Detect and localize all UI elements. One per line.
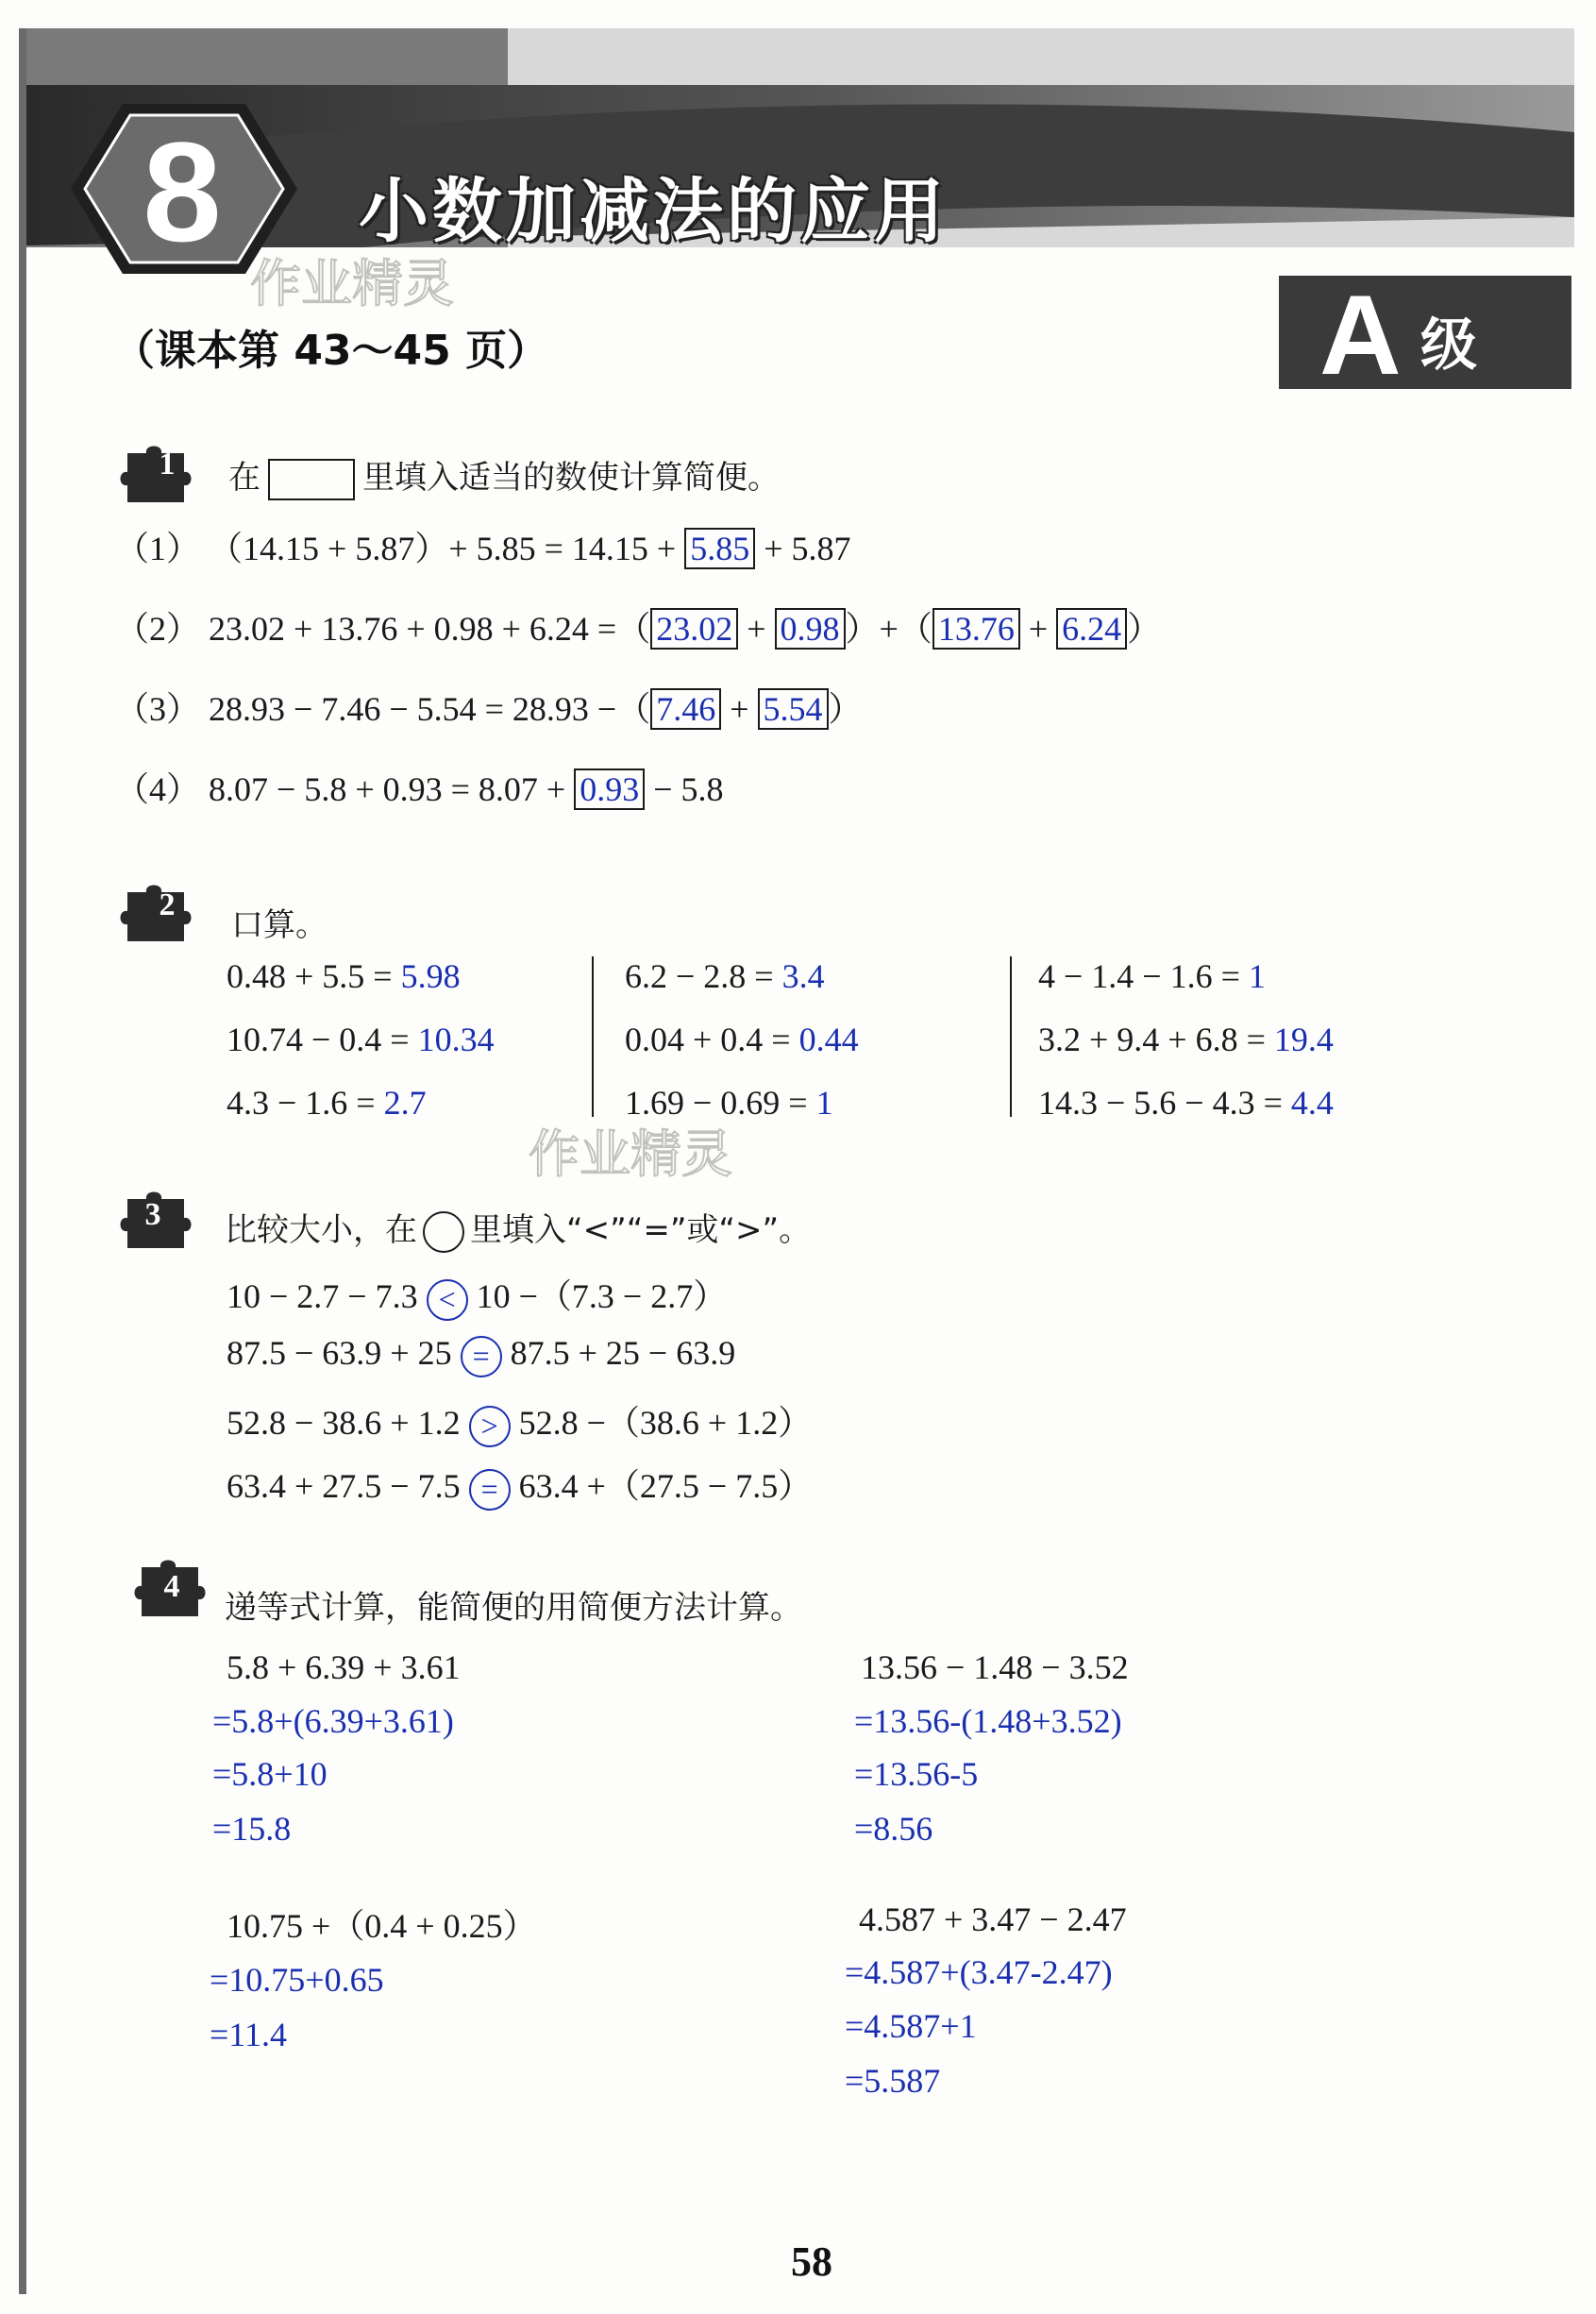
question-prompt: 口算。 xyxy=(231,906,328,944)
calc-expression: 13.56 − 1.48 − 3.52 xyxy=(861,1648,1129,1686)
mental-math-item: 4 − 1.4 − 1.6 = 1 xyxy=(1038,957,1266,995)
page-number: 58 xyxy=(791,2238,832,2285)
mental-math-item: 0.48 + 5.5 = 5.98 xyxy=(227,957,461,995)
comparison-answer: = xyxy=(469,1469,511,1511)
level-word: 级 xyxy=(1420,312,1477,379)
answer-box: 23.02 xyxy=(650,608,738,650)
mental-math-item: 10.74 − 0.4 = 10.34 xyxy=(227,1021,495,1058)
question-number: 1 xyxy=(159,447,176,481)
mental-math-item: 6.2 − 2.8 = 3.4 xyxy=(625,957,825,995)
question-number: 4 xyxy=(163,1569,180,1604)
answer-box: 6.24 xyxy=(1056,608,1127,650)
comparison-answer: > xyxy=(469,1406,511,1447)
blank-box-icon xyxy=(268,459,355,500)
calc-step: =10.75+0.65 xyxy=(210,1961,384,1999)
textbook-page-range: （课本第 43～45 页） xyxy=(113,327,549,375)
level-letter: A xyxy=(1319,272,1402,398)
answer-box: 13.76 xyxy=(932,608,1020,650)
calc-step: =4.587+(3.47-2.47) xyxy=(845,1953,1113,1991)
compare-item: 10 − 2.7 − 7.3 < 10 −（7.3 − 2.7） xyxy=(227,1270,727,1321)
calc-step: =13.56-5 xyxy=(854,1755,979,1793)
q1-item-4: （4） 8.07 − 5.8 + 0.93 = 8.07 + 0.93 − 5.8 xyxy=(115,770,724,808)
comparison-answer: < xyxy=(427,1279,468,1321)
compare-item: 63.4 + 27.5 − 7.5 = 63.4 +（27.5 − 7.5） xyxy=(227,1460,812,1511)
page-spine xyxy=(19,28,26,2294)
calc-step: =11.4 xyxy=(210,2016,287,2053)
question-prompt: 比较大小，在 里填入“<”“=”或“>”。 xyxy=(225,1204,811,1253)
comparison-answer: = xyxy=(461,1336,502,1377)
calc-step: =13.56-(1.48+3.52) xyxy=(854,1702,1122,1740)
blank-circle-icon xyxy=(423,1211,464,1253)
mental-math-item: 4.3 − 1.6 = 2.7 xyxy=(227,1084,427,1122)
calc-step: =15.8 xyxy=(212,1810,292,1848)
calc-expression: 10.75 +（0.4 + 0.25） xyxy=(227,1907,537,1945)
answer-box: 5.85 xyxy=(684,528,755,569)
answer-box: 0.93 xyxy=(574,769,645,810)
watermark: 作业精灵 xyxy=(250,254,454,313)
column-divider xyxy=(592,956,594,1117)
question-prompt: 在 里填入适当的数使计算简便。 xyxy=(228,451,780,500)
calc-expression: 5.8 + 6.39 + 3.61 xyxy=(227,1648,461,1686)
question-prompt: 递等式计算，能简便的用简便方法计算。 xyxy=(225,1589,802,1627)
answer-box: 7.46 xyxy=(650,688,721,730)
calc-step: =5.8+10 xyxy=(212,1755,328,1793)
calc-step: =5.8+(6.39+3.61) xyxy=(212,1702,454,1740)
mental-math-item: 3.2 + 9.4 + 6.8 = 19.4 xyxy=(1038,1021,1334,1058)
answer-box: 0.98 xyxy=(775,608,846,650)
mental-math-item: 1.69 − 0.69 = 1 xyxy=(625,1084,833,1122)
mental-math-item: 0.04 + 0.4 = 0.44 xyxy=(625,1021,859,1058)
q1-item-1: （1） （14.15 + 5.87）+ 5.85 = 14.15 + 5.85 + 5.87 xyxy=(115,530,851,567)
column-divider xyxy=(1010,956,1012,1117)
question-number: 2 xyxy=(159,887,176,922)
chapter-number: 8 xyxy=(143,112,222,271)
calc-step: =4.587+1 xyxy=(845,2007,977,2045)
watermark: 作业精灵 xyxy=(529,1124,732,1184)
calc-expression: 4.587 + 3.47 − 2.47 xyxy=(859,1900,1127,1938)
answer-box: 5.54 xyxy=(758,688,829,730)
mental-math-item: 14.3 − 5.6 − 4.3 = 4.4 xyxy=(1038,1084,1334,1122)
question-number: 3 xyxy=(144,1197,161,1232)
q1-item-2: （2） 23.02 + 13.76 + 0.98 + 6.24 =（ 23.02 + 0.98 ）+（ 13.76 + 6.24 ） xyxy=(115,610,1162,648)
compare-item: 52.8 − 38.6 + 1.2 > 52.8 −（38.6 + 1.2） xyxy=(227,1396,812,1447)
compare-item: 87.5 − 63.9 + 25 = 87.5 + 25 − 63.9 xyxy=(227,1333,735,1377)
calc-step: =8.56 xyxy=(854,1810,933,1848)
chapter-title: 小数加减法的应用 xyxy=(359,171,948,252)
q1-item-3: （3） 28.93 − 7.46 − 5.54 = 28.93 −（ 7.46 + 5.54 ） xyxy=(115,690,863,728)
calc-step: =5.587 xyxy=(845,2062,941,2100)
